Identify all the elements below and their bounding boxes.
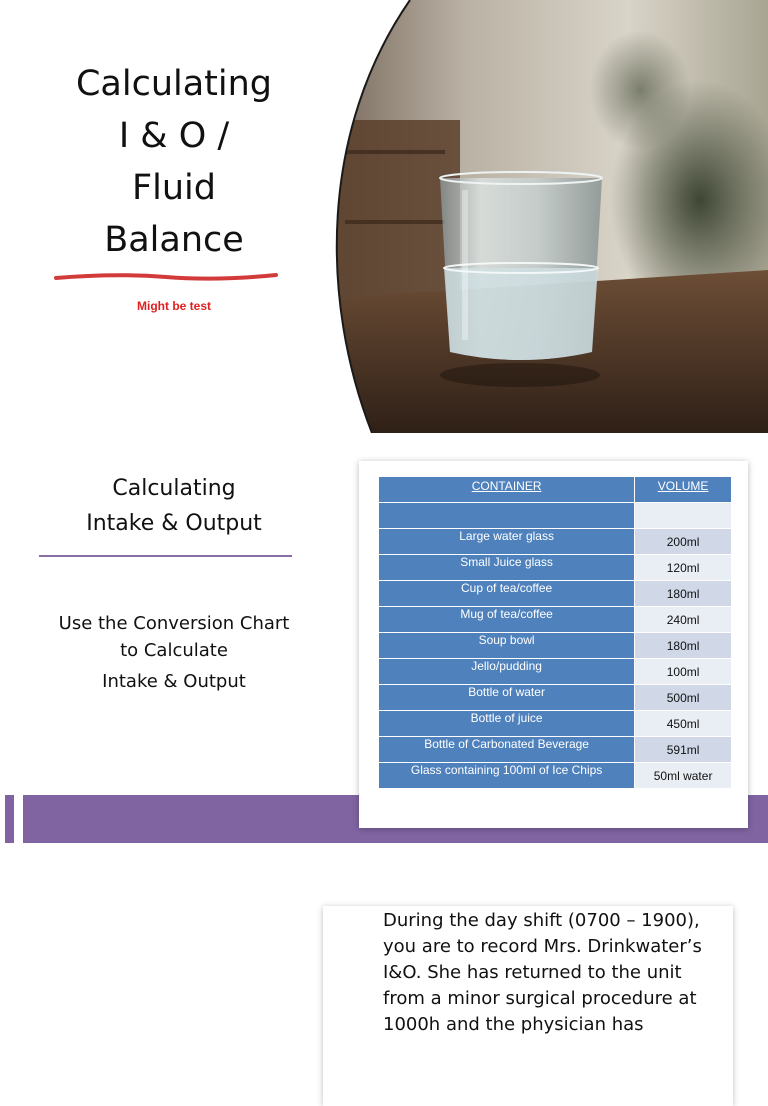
volume-cell: 500ml [635,685,732,711]
table-row [379,581,732,607]
volume-cell: 591ml [635,737,732,763]
container-cell: Mug of tea/coffee [379,607,635,633]
red-brush-underline [54,268,278,286]
accent-bar-small [5,795,14,843]
volume-cell: 200ml [635,529,732,555]
table-row [379,711,732,737]
volume-cell: 100ml [635,659,732,685]
volume-cell: 450ml [635,711,732,737]
container-cell: Bottle of water [379,685,635,711]
table-row [379,529,732,555]
conversion-table [378,476,732,789]
container-cell: Bottle of Carbonated Beverage [379,737,635,763]
volume-cell: 120ml [635,555,732,581]
table-row [379,555,732,581]
container-cell: Large water glass [379,529,635,555]
scenario-text: During the day shift (0700 – 1900), you are to record Mrs. Drinkwater’s I&O. She has returned to the unit from a minor surgical procedure at 1000h and the physician has [383,910,702,1035]
slide-subtitle: Might be test [137,299,211,313]
body-line3: Intake & Output [102,671,246,692]
table-row [379,763,732,789]
scenario-card [323,906,733,1106]
body-line2: to Calculate [120,640,228,661]
container-cell: Glass containing 100ml of Ice Chips [379,763,635,789]
container-cell: Small Juice glass [379,555,635,581]
table-row [379,659,732,685]
slide-title-heading: Calculating I & O / Fluid Balance [75,64,273,260]
table-row [379,633,732,659]
container-cell: Cup of tea/coffee [379,581,635,607]
header-volume: VOLUME [635,477,732,503]
volume-cell: 240ml [635,607,732,633]
conversion-chart-card [359,461,748,828]
slide2-heading-line2: Intake & Output [86,511,262,536]
volume-cell: 50ml water [635,763,732,789]
volume-cell: 180ml [635,581,732,607]
body-line1: Use the Conversion Chart [58,613,290,634]
table-header-row [379,477,732,503]
heading-divider [39,555,292,557]
container-cell [379,503,635,529]
container-cell: Bottle of juice [379,711,635,737]
slide2-heading [40,471,308,541]
volume-cell [635,503,732,529]
container-cell: Soup bowl [379,633,635,659]
slide2-body [40,610,308,695]
slide-title [0,0,768,433]
table-row [379,737,732,763]
table-row [379,607,732,633]
table-row [379,685,732,711]
volume-cell: 180ml [635,633,732,659]
table-row [379,503,732,529]
slide-conversion-chart [0,433,768,848]
slide-scenario [0,848,768,1035]
slide2-heading-line1: Calculating [112,476,236,501]
header-container: CONTAINER [379,477,635,503]
container-cell: Jello/pudding [379,659,635,685]
